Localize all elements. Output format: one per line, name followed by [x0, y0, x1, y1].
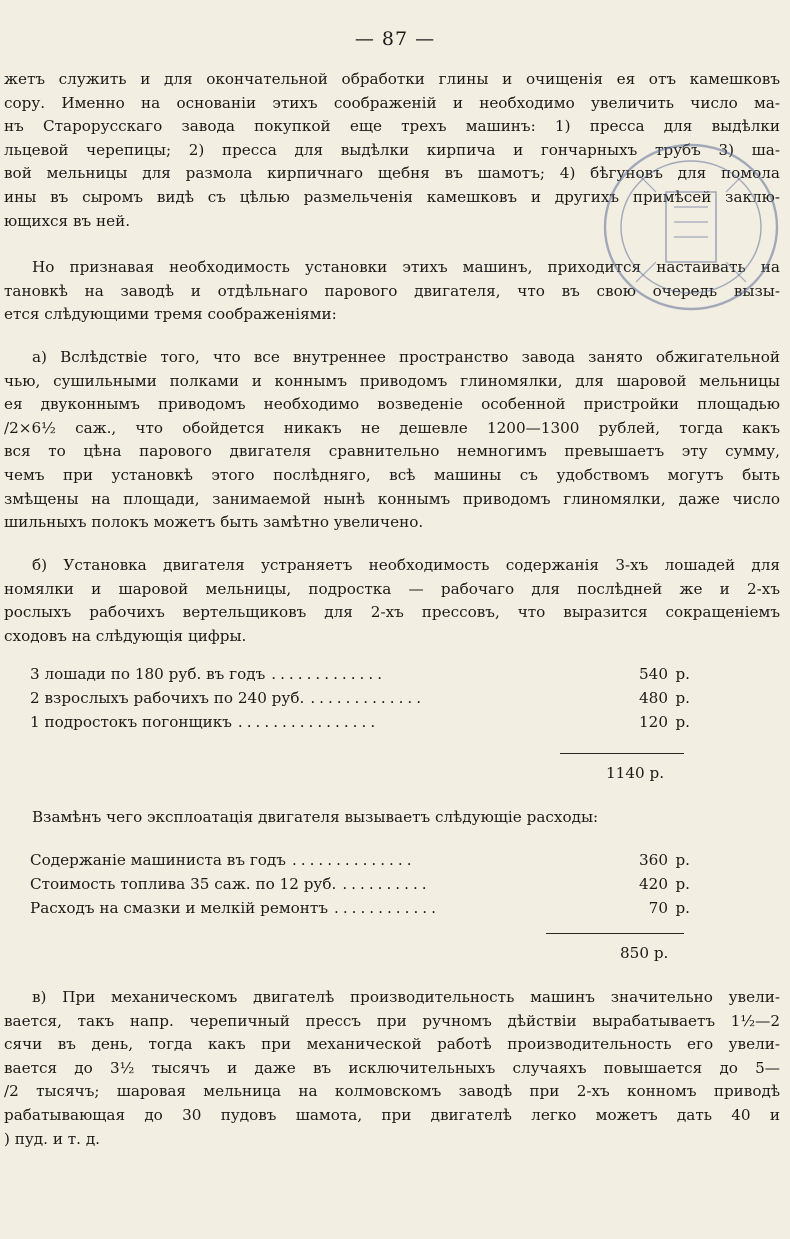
page-number: — 87 —	[354, 28, 436, 50]
row-label: Содержаніе машиниста въ годъ	[30, 851, 286, 869]
library-stamp	[596, 132, 786, 322]
text-line: ется слѣдующими тремя соображеніями:	[4, 305, 337, 324]
sum-rule	[546, 933, 684, 934]
text-line: чемъ при установкѣ этого послѣдняго, всѣ машины съ удобствомъ могутъ быть	[4, 465, 780, 484]
row-label: 1 подростокъ погонщикъ	[30, 713, 232, 731]
text-line: сячи въ день, тогда какъ при механической работѣ производительность его увели-	[4, 1035, 780, 1054]
text-line: вается, такъ напр. черепичный прессъ при ручномъ дѣйствіи вырабатываетъ 1½—2	[4, 1011, 780, 1030]
text-line: рослыхъ рабочихъ вертельщиковъ для 2-хъ прессовъ, что выразится сокращеніемъ	[4, 603, 780, 622]
leader-dots: .............	[310, 689, 426, 707]
table-row	[30, 848, 690, 872]
text-line: ея двуконнымъ приводомъ необходимо возведеніе особенной пристройки площадью	[4, 395, 780, 414]
table-row	[30, 686, 690, 710]
leader-dots: .............	[271, 665, 387, 683]
text-line: а) Вслѣдствіе того, что все внутреннее пространство завода занято обжигательной	[32, 348, 780, 366]
costs-table	[30, 848, 690, 920]
text-line: вся то цѣна парового двигателя сравнительно немногимъ превышаетъ эту сумму,	[4, 442, 780, 461]
table-row	[30, 662, 690, 686]
text-line: вой мельницы для размола кирпичнаго щебня въ шамотъ; 4) бѣгуновъ для помола	[4, 164, 780, 183]
text-line: ) пуд. и т. д.	[4, 1129, 101, 1148]
row-unit: р.	[675, 689, 690, 707]
row-amount: 120	[639, 713, 668, 731]
sum-rule	[560, 753, 684, 754]
text-line: рабатывающая до 30 пудовъ шамота, при двигателѣ легко можетъ дать 40 и	[4, 1105, 780, 1124]
text-line: змѣщены на площади, занимаемой нынѣ коннымъ приводомъ глиномялки, даже число	[4, 489, 780, 508]
table-row	[30, 896, 690, 920]
costs-total: 850 р.	[620, 944, 669, 962]
paragraph-v	[4, 986, 780, 1151]
row-label: Расходъ на смазки и мелкій ремонтъ	[30, 899, 328, 917]
paragraph-b	[4, 554, 780, 648]
text-line: тановкѣ на заводѣ и отдѣльнаго парового двигателя, что въ свою очередь вызы-	[4, 281, 780, 300]
leader-dots: ................	[237, 713, 380, 731]
row-unit: р.	[675, 665, 690, 683]
text-line: жетъ служить и для окончательной обработки глины и очищенія ея отъ камешковъ	[4, 70, 780, 88]
row-unit: р.	[675, 899, 690, 917]
leader-dots: ..............	[291, 851, 416, 869]
table-row	[30, 872, 690, 896]
text-line: /2 тысячъ; шаровая мельница на колмовскомъ заводѣ при 2-хъ конномъ приводѣ	[4, 1082, 780, 1101]
text-line: льцевой черепицы; 2) пресса для выдѣлки кирпича и гончарныхъ трубъ 3) ша-	[4, 140, 780, 159]
text-line: в) При механическомъ двигателѣ производительность машинъ значительно увели-	[32, 988, 780, 1006]
text-line: шильныхъ полокъ можетъ быть замѣтно увеличено.	[4, 513, 424, 532]
text-line: сходовъ на слѣдующія цифры.	[4, 626, 247, 645]
row-label: 2 взрослыхъ рабочихъ по 240 руб.	[30, 689, 305, 707]
text-line: ющихся въ ней.	[4, 211, 131, 230]
text-line: вается до 3½ тысячъ и даже въ исключительныхъ случаяхъ повышается до 5—	[4, 1058, 780, 1077]
text-line: номялки и шаровой мельницы, подростка — рабочаго для послѣдней же и 2-хъ	[4, 579, 780, 598]
row-unit: р.	[675, 875, 690, 893]
row-amount: 480	[639, 689, 668, 707]
row-amount: 70	[648, 899, 668, 917]
text-line: б) Установка двигателя устраняетъ необходимость содержанія 3-хъ лошадей для	[32, 556, 780, 574]
row-amount: 540	[639, 665, 668, 683]
row-label: 3 лошади по 180 руб. въ годъ	[30, 665, 266, 683]
row-amount: 420	[639, 875, 668, 893]
text-line: чью, сушильными полками и коннымъ приводомъ глиномялки, для шаровой мельницы	[4, 371, 780, 390]
leader-dots: ..........	[342, 875, 431, 893]
table-row	[30, 710, 690, 734]
row-unit: р.	[675, 851, 690, 869]
savings-total: 1140 р.	[606, 764, 665, 782]
text-line: сору. Именно на основаніи этихъ соображеній и необходимо увеличить число ма-	[4, 93, 780, 112]
row-amount: 360	[639, 851, 668, 869]
paragraph-instead	[4, 806, 780, 830]
leader-dots: ............	[334, 899, 440, 917]
text-line: нъ Старорусскаго завода покупкой еще трехъ машинъ: 1) пресса для выдѣлки	[4, 117, 780, 136]
text-line: Но признавая необходимость установки этихъ машинъ, приходится настаивать на	[32, 258, 780, 276]
text-line: Взамѣнъ чего эксплоатація двигателя вызываетъ слѣдующіе расходы:	[32, 808, 599, 826]
row-label: Стоимость топлива 35 саж. по 12 руб.	[30, 875, 337, 893]
text-line: ины въ сыромъ видѣ съ цѣлью размельченія камешковъ и другихъ примѣсей заклю-	[4, 187, 780, 206]
row-unit: р.	[675, 713, 690, 731]
paragraph-a	[4, 346, 780, 535]
text-line: /2×6½ саж., что обойдется никакъ не дешевле 1200—1300 рублей, тогда какъ	[4, 418, 780, 437]
savings-table	[30, 662, 690, 734]
